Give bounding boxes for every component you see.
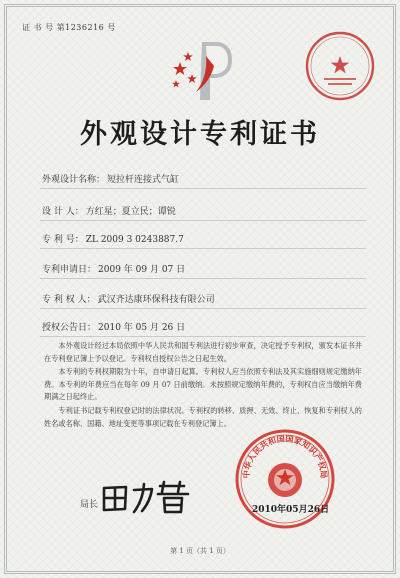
patentee-value: 武汉齐达康环保科技有限公司 <box>97 295 215 305</box>
body-paragraph-2: 本专利的专利权期限为十年，自申请日起算。专利权人应当依照专利法及其实施细则规定缴纳年费。本专利的年费应当在每年 09 月 07 日前缴纳。未按照规定缴纳年费的，专利权自应当缴纳年费期满之日起终止。 <box>44 367 362 402</box>
seal-text: 中华人民共和国国家知识产权局 <box>240 433 330 479</box>
application-date-row <box>42 262 185 275</box>
divider <box>40 278 366 279</box>
grant-date-value: 2010 年 05 月 26 日 <box>98 323 186 333</box>
body-paragraph-3: 专利证书记载专利权登记时的法律状况。专利权的转移、质押、无效、终止、恢复和专利权人的姓名或名称、国籍、地址变更等事项记载在专利登记簿上。 <box>44 406 362 428</box>
designer-row <box>42 204 176 217</box>
application-date-label: 专利申请日： <box>42 265 97 275</box>
page-title: 外观设计专利证书 <box>80 119 320 150</box>
sipo-emblem-icon <box>166 36 240 110</box>
patentee-row <box>42 292 215 305</box>
patent-number-row <box>42 232 184 245</box>
divider <box>40 248 366 249</box>
divider <box>40 308 366 309</box>
designer-value: 方红星；夏立民；谭锐 <box>85 207 176 217</box>
patentee-label: 专 利 权 人： <box>42 295 96 305</box>
designer-label: 设 计 人： <box>42 207 84 217</box>
grant-date-row <box>42 320 185 333</box>
seal-date: 2010年05月26日 <box>252 505 330 515</box>
divider <box>40 336 366 337</box>
design-name-label: 外观设计名称： <box>42 175 106 185</box>
divider <box>40 220 366 221</box>
certificate-number: 证 书 号 第1236216 号 <box>22 23 116 32</box>
grant-date-label: 授权公告日： <box>42 323 97 333</box>
director-label: 局长 <box>80 500 99 510</box>
design-name-value: 短拉杆连接式气缸 <box>107 175 180 185</box>
divider <box>40 188 366 189</box>
director-signature-icon <box>98 478 194 518</box>
patent-number-label: 专 利 号： <box>42 235 84 245</box>
application-date-value: 2009 年 09 月 07 日 <box>98 265 186 275</box>
body-paragraph-1: 本外观设计经过本局依照中华人民共和国专利法进行初步审查，决定授予专利权，颁发本证书并在专利登记簿上予以登记。专利权自授权公告之日起生效。 <box>44 341 362 363</box>
patent-number-value: ZL 2009 3 0243887.7 <box>85 235 184 245</box>
agency-seal-icon <box>304 30 376 102</box>
page-number: 第 1 页（共 1 页） <box>170 547 230 555</box>
design-name-row <box>42 172 179 185</box>
